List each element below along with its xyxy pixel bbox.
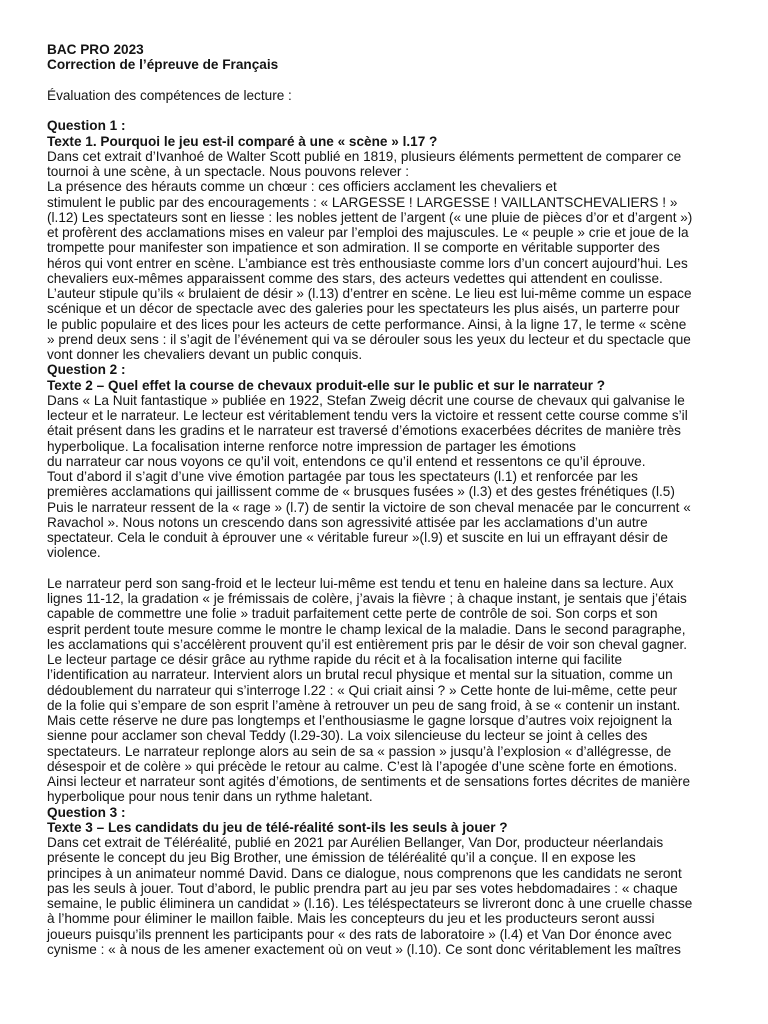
text-line: premières acclamations qui jaillissent comme de « brusques fusées » (l.3) et des gestes frénétiques (l.5) <box>47 484 675 500</box>
text-line: trompette pour manifester son impatience et son admiration. Il se comporte en véritable supporter des <box>47 240 660 256</box>
text-line: capable de commettre une folie » traduit parfaitement cette perte de contrôle de soi. Son corps et son <box>47 606 658 622</box>
text-line: les acclamations qui s’accélèrent prouvent qu’il est entièrement pris par le désir de voir son cheval gagner. <box>47 636 688 652</box>
text-line: désespoir et de colère » qui précède le retour au calme. C’est là l’apogée d’une scène forte en émotions. <box>47 758 678 774</box>
text-line: stimulent le public par des encouragements : « LARGESSE ! LARGESSE ! VAILLANTSCHEVALIERS ! » <box>47 194 678 210</box>
text-line: » prend deux sens : il s’agit de l’événement qui va se dérouler sous les yeux du lecteur et du spectacle que <box>47 331 691 347</box>
text-line: pas les seuls à jouer. Tout d’abord, le public prendra part au jeu par ses votes hebdomadaires : « chaque <box>47 880 678 896</box>
text-line: hyperbolique pour nous tenir dans un rythme haletant. <box>47 789 373 805</box>
text-line: était présent dans les gradins et le narrateur est traversé d’émotions exacerbées décrites de manière très <box>47 423 681 439</box>
text-line: Évaluation des compétences de lecture : <box>47 87 292 103</box>
text-line: et profèrent des acclamations mises en valeur par l’emploi des majuscules. Le « peuple » crie et joue de la <box>47 225 689 240</box>
blank-line <box>47 73 747 88</box>
text-line: spectateur. Cela le conduit à éprouver une « véritable fureur »(l.9) et suscite en lui un effrayant désir de <box>47 530 668 545</box>
text-line: le public populaire et des lices pour les acteurs de cette performance. Ainsi, à la ligne 17, le terme « scène <box>47 316 687 332</box>
text-line: principes à un animateur nommé David. Dans ce dialogue, nous comprenons que les candidats ne seront <box>47 865 682 881</box>
text-line: de la folie qui s’empare de son esprit l’amène à retrouver un peu de sang froid, à se « contenir un instant. <box>47 697 681 713</box>
heading-line: BAC PRO 2023 <box>47 42 144 57</box>
text-line: spectateurs. Le narrateur replonge alors au sein de sa « passion » jusqu’à l’explosion « d’allégresse, de <box>47 743 672 759</box>
text-line: esprit perdent toute mesure comme le montre le champ lexical de la maladie. Dans le second paragraphe, <box>47 621 686 637</box>
blank-line <box>47 103 747 118</box>
text-line: violence. <box>47 545 101 561</box>
document-body <box>47 42 747 957</box>
text-line: lignes 11-12, la gradation « je frémissais de colère, j’avais la fièvre ; à chaque instant, je sentais que j’étais <box>47 591 687 606</box>
text-line: Ainsi lecteur et narrateur sont agités d’émotions, de sentiments et de sensations fortes décrites de manière <box>47 774 691 789</box>
text-line: tournoi à une scène, à un spectacle. Nous pouvons relever : <box>47 164 409 179</box>
text-line: Mais cette réserve ne dure pas longtemps et l’enthousiasme le gagne lorsque d’autres voix rejoignent la <box>47 713 672 728</box>
text-line: Dans cet extrait de Téléréalité, publié en 2021 par Aurélien Bellanger, Van Dor, producteur néerlandais <box>47 835 664 850</box>
text-line: du narrateur car nous voyons ce qu’il voit, entendons ce qu’il entend et ressentons ce qu’il éprouve. <box>47 453 646 469</box>
text-line: à l’homme pour éliminer le maillon faible. Mais les concepteurs du jeu et les producteurs seront aussi <box>47 911 655 927</box>
text-line: Le lecteur partage ce désir grâce au rythme rapide du récit et à la focalisation interne qui facilite <box>47 652 623 667</box>
text-line: (l.12) Les spectateurs sont en liesse : les nobles jettent de l’argent (« une pluie de pièces d’or et d’argent ») <box>47 209 693 225</box>
heading-line: Correction de l’épreuve de Français <box>47 57 279 73</box>
text-line: Dans « La Nuit fantastique » publiée en 1922, Stefan Zweig décrit une course de chevaux qui galvanise le <box>47 392 685 408</box>
text-line: vont donner les chevaliers devant un public conquis. <box>47 347 363 362</box>
text-line: héros qui vont entrer en scène. L’ambiance est très enthousiaste comme lors d’un concert aujourd’hui. Les <box>47 255 688 271</box>
heading-line: Texte 2 – Quel effet la course de chevaux produit-elle sur le public et sur le narrateur ? <box>47 377 606 393</box>
text-line: hyperbolique. La focalisation interne renforce notre impression de partager les émotions <box>47 438 576 454</box>
text-line: L’auteur stipule qu’ils « brulaient de désir » (l.13) d’entrer en scène. Le lieu est lui-même comme un espace <box>47 286 692 301</box>
text-line: présente le concept du jeu Big Brother, une émission de téléréalité qu’il a conçue. Il en expose les <box>47 850 636 866</box>
blank-line <box>47 561 747 576</box>
text-line: scénique et un décor de spectacle avec des galeries pour les spectateurs les plus aisés, un parterre pour <box>47 301 680 317</box>
text-line: cynisme : « à nous de les amener exactement où on veut » (l.10). Ce sont donc véritablement les maîtres <box>47 941 681 957</box>
text-line: semaine, le public éliminera un candidat » (l.16). Les téléspectateurs se livreront donc à une cruelle chasse <box>47 896 693 911</box>
text-line: chevaliers eux-mêmes apparaissent comme des stars, des acteurs vedettes qui attendent en coulisse. <box>47 270 663 286</box>
text-line: Ravachol ». Nous notons un crescendo dans son agressivité attisée par les acclamations d’un autre <box>47 514 648 530</box>
text-line: sienne pour acclamer son cheval Teddy (l.29-30). La voix silencieuse du lecteur se joint à celles des <box>47 728 648 744</box>
text-line: Dans cet extrait d’Ivanhoé de Walter Scott publié en 1819, plusieurs éléments permettent de comparer ce <box>47 148 682 164</box>
heading-line: Question 3 : <box>47 804 126 820</box>
heading-line: Texte 3 – Les candidats du jeu de télé-réalité sont-ils les seuls à jouer ? <box>47 819 508 835</box>
text-line: dédoublement du narrateur qui s’interroge l.22 : « Qui criait ainsi ? » Cette honte de lui-même, cette peur <box>47 682 678 698</box>
text-line: lecteur et le narrateur. Le lecteur est véritablement tendu vers la victoire et ressent cette course comme s’il <box>47 408 688 423</box>
text-line: La présence des hérauts comme un chœur : ces officiers acclament les chevaliers et <box>47 179 557 195</box>
heading-line: Texte 1. Pourquoi le jeu est-il comparé à une « scène » l.17 ? <box>47 133 438 149</box>
text-line: Puis le narrateur ressent de la « rage » (l.7) de sentir la victoire de son cheval menacée par le concurrent « <box>47 499 691 515</box>
text-line: l’identification au narrateur. Intervient alors un brutal recul physique et mental sur la situation, comme un <box>47 667 673 683</box>
text-line: Le narrateur perd son sang-froid et le lecteur lui-même est tendu et tenu en haleine dans sa lecture. Aux <box>47 575 674 591</box>
text-line: joueurs puisqu’ils prennent les participants pour « des rats de laboratoire » (l.4) et Van Dor énonce avec <box>47 926 672 942</box>
text-line: Tout d’abord il s’agit d’une vive émotion partagée par tous les spectateurs (l.1) et renforcée par les <box>47 469 638 484</box>
heading-line: Question 1 : <box>47 118 126 134</box>
heading-line: Question 2 : <box>47 362 126 378</box>
